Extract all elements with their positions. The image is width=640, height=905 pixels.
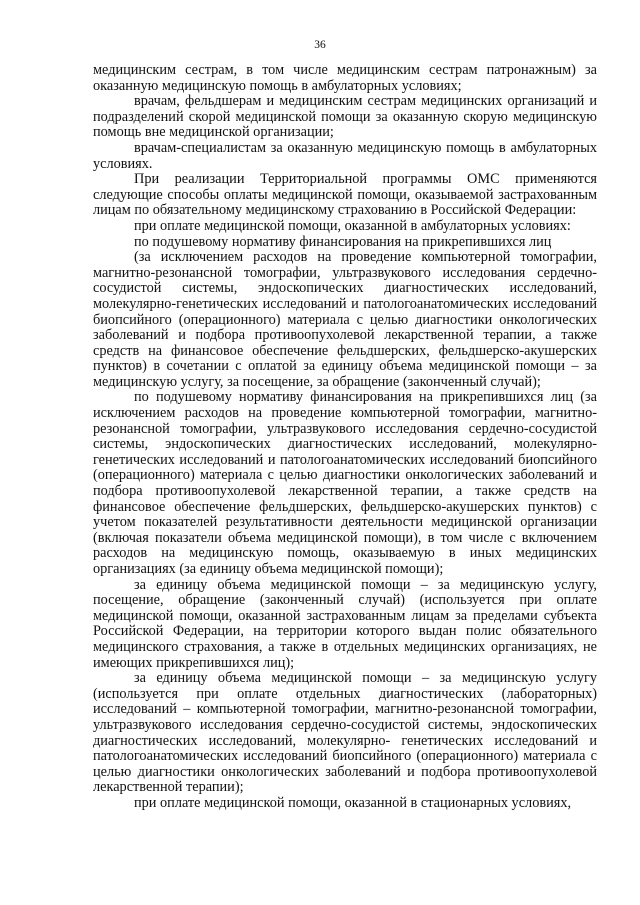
- paragraph: медицинским сестрам, в том числе медицинским сестрам патронажным) за оказанную медицинскую помощь в амбулаторных условиях;: [93, 62, 597, 94]
- paragraph: врачам-специалистам за оказанную медицинскую помощь в амбулаторных условиях.: [93, 139, 597, 172]
- paragraph: (за исключением расходов на проведение компьютерной томографии, магнитно-резонансной томографии, ультразвукового исследования сердечно-сосудистой системы, эндоскопических диагностических исследований, молекулярно-генетических исследований и патологоанатомических исследований биопсийного (операционного) материала с целью диагностики онкологических заболеваний и подбора противоопухолевой лекарственной терапии, а также средств на финансовое обеспечение фельдшерских, фельдшерско-акушерских пунктов) в сочетании с оплатой за единицу объема медицинской помощи – за медицинскую услугу, за посещение, за обращение (законченный случай);: [93, 249, 597, 390]
- paragraph: при оплате медицинской помощи, оказанной в стационарных условиях,: [134, 794, 572, 811]
- paragraph: по подушевому нормативу финансирования на прикрепившихся лиц (за исключением расходов на проведение компьютерной томографии, магнитно-резонансной томографии, ультразвукового исследования сердечно-сосудистой системы, эндоскопических диагностических исследований, молекулярно-генетических исследований и патологоанатомических исследований биопсийного (операционного) материала с целью диагностики онкологических заболеваний и подбора противоопухолевой лекарственной терапии, а также средств на финансовое обеспечение фельдшерских, фельдшерско-акушерских пунктов) с учетом показателей результативности деятельности медицинской организации (включая показатели объема медицинской помощи), в том числе с включением расходов на медицинскую помощь, оказываемую в иных медицинских организациях (за единицу объема медицинской помощи);: [93, 389, 597, 577]
- paragraph: при оплате медицинской помощи, оказанной в амбулаторных условиях:: [134, 217, 571, 234]
- paragraph: При реализации Территориальной программы ОМС применяются следующие способы оплаты медицинской помощи, оказываемой застрахованным лицам по обязательному медицинскому страхованию в Российской Федерации:: [93, 171, 597, 219]
- paragraph: врачам, фельдшерам и медицинским сестрам медицинских организаций и подразделений скорой медицинской помощи за оказанную скорую медицинскую помощь вне медицинской организации;: [93, 93, 597, 141]
- paragraph: за единицу объема медицинской помощи – за медицинскую услугу, посещение, обращение (законченный случай) (используется при оплате медицинской помощи, оказанной застрахованным лицам за пределами субъекта Российской Федерации, на территории которого выдан полис обязательного медицинского страхования, а также в отдельных медицинских организациях, не имеющих прикрепившихся лиц);: [93, 576, 597, 671]
- paragraph: по подушевому нормативу финансирования на прикрепившихся лиц: [134, 233, 552, 250]
- paragraph: за единицу объема медицинской помощи – за медицинскую услугу (используется при оплате отдельных диагностических (лабораторных) исследований – компьютерной томографии, магнитно-резонансной томографии, ультразвукового исследования сердечно-сосудистой системы, эндоскопических диагностических исследований, молекулярно- генетических исследований и патологоанатомических исследований биопсийного (операционного) материала с целью диагностики онкологических заболеваний и подбора противоопухолевой лекарственной терапии);: [93, 670, 597, 796]
- body-text: [93, 63, 597, 812]
- page-number: 36: [314, 39, 326, 51]
